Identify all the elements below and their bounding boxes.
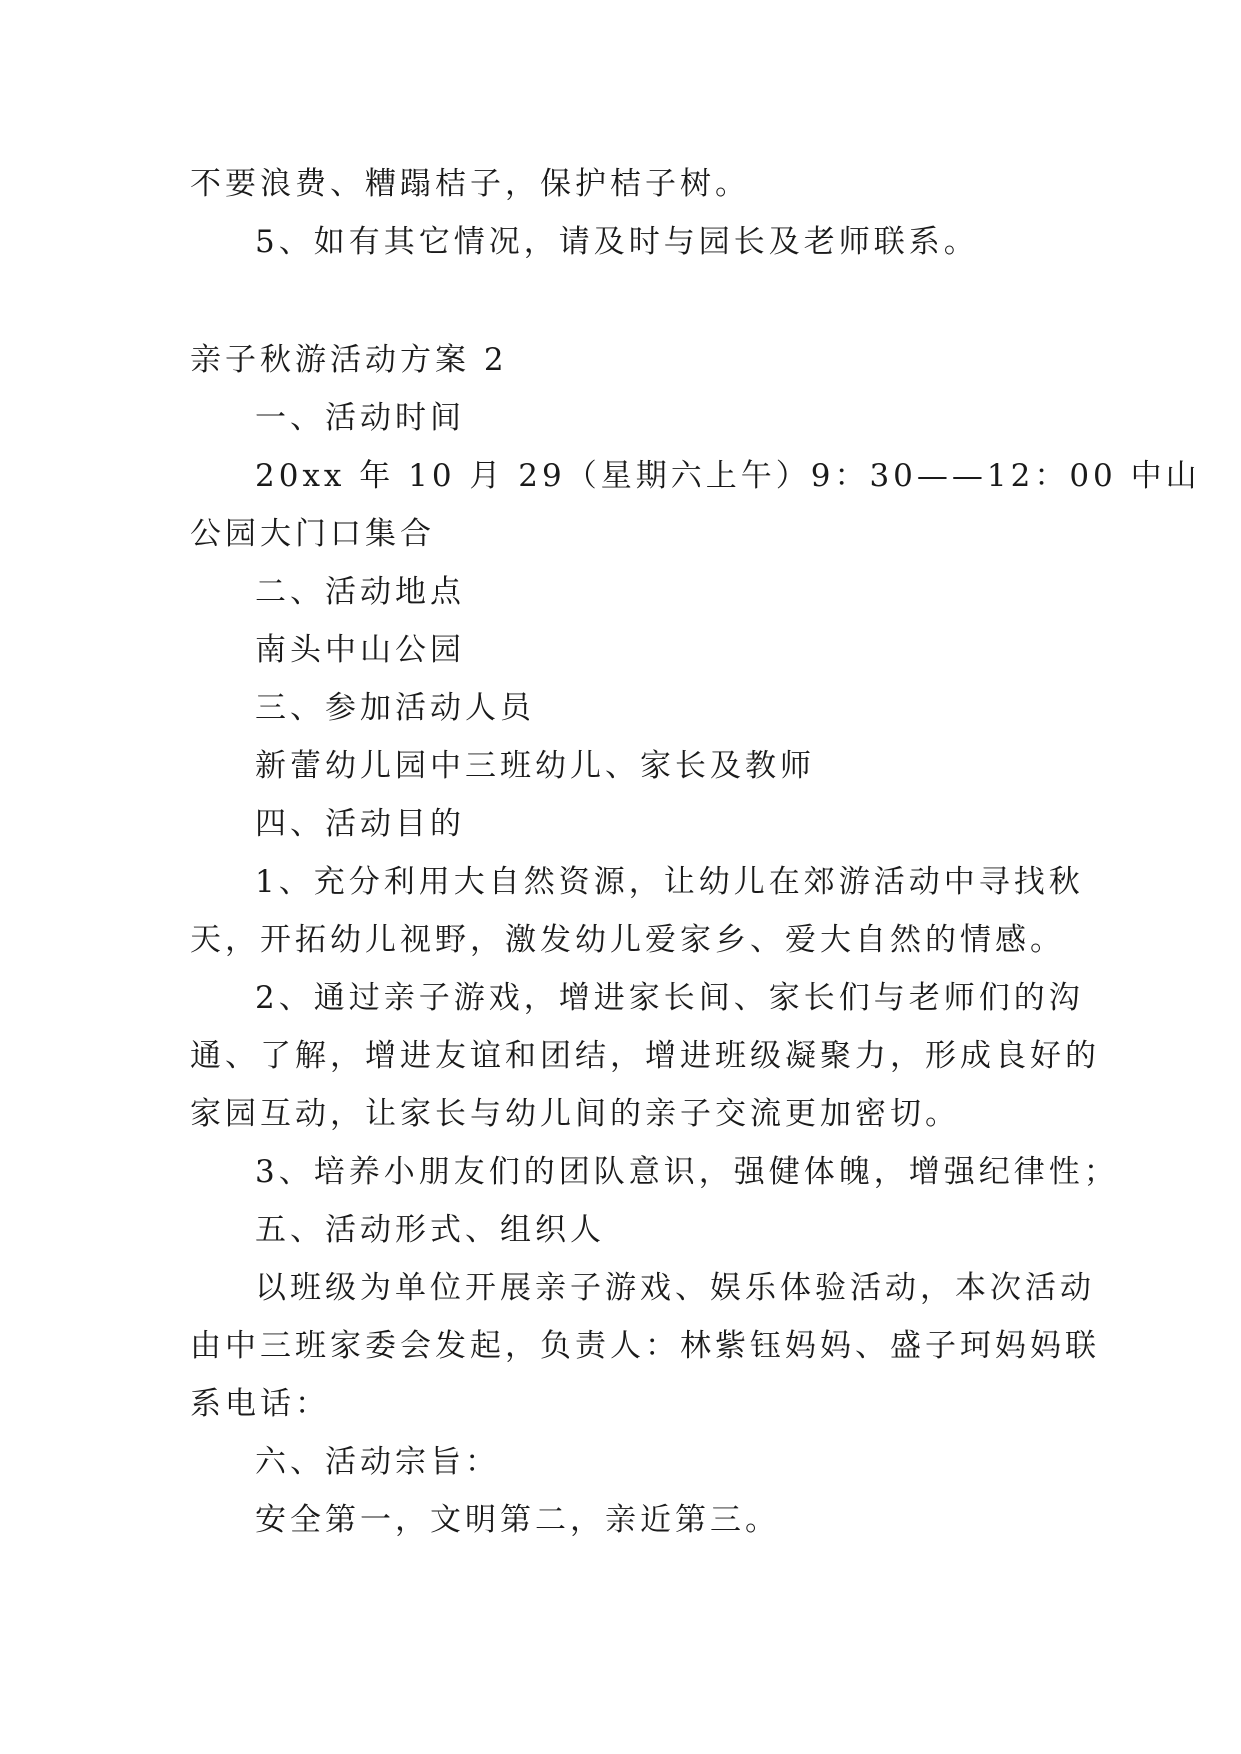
- paragraph-line: 南头中山公园: [255, 632, 465, 668]
- paragraph-line: 由中三班家委会发起，负责人：林紫钰妈妈、盛子珂妈妈联: [190, 1328, 1100, 1364]
- paragraph-line: 公园大门口集合: [190, 516, 435, 552]
- section-heading: 二、活动地点: [255, 574, 465, 610]
- section-heading: 三、参加活动人员: [255, 690, 535, 726]
- paragraph-line: 天，开拓幼儿视野，激发幼儿爱家乡、爱大自然的情感。: [190, 922, 1065, 958]
- paragraph-line: 5、如有其它情况，请及时与园长及老师联系。: [255, 224, 979, 260]
- paragraph-line: 3、培养小朋友们的团队意识，强健体魄，增强纪律性；: [255, 1154, 1119, 1190]
- paragraph-line: 1、充分利用大自然资源，让幼儿在郊游活动中寻找秋: [255, 864, 1084, 900]
- section-heading: 六、活动宗旨：: [255, 1444, 500, 1480]
- paragraph-line: 新蕾幼儿园中三班幼儿、家长及教师: [255, 748, 815, 784]
- paragraph-line: 通、了解，增进友谊和团结，增进班级凝聚力，形成良好的: [190, 1038, 1100, 1074]
- section-title: 亲子秋游活动方案 2: [190, 342, 508, 378]
- paragraph-line: 2、通过亲子游戏，增进家长间、家长们与老师们的沟: [255, 980, 1084, 1016]
- section-heading: 四、活动目的: [255, 806, 465, 842]
- paragraph-line: 以班级为单位开展亲子游戏、娱乐体验活动，本次活动: [255, 1270, 1095, 1306]
- paragraph-line: 20xx 年 10 月 29（星期六上午）9：30——12：00 中山: [255, 458, 1201, 494]
- paragraph-line: 系电话：: [190, 1386, 330, 1422]
- section-heading: 一、活动时间: [255, 400, 465, 436]
- paragraph-line: 家园互动，让家长与幼儿间的亲子交流更加密切。: [190, 1096, 960, 1132]
- paragraph-line: 不要浪费、糟蹋桔子，保护桔子树。: [190, 166, 750, 202]
- section-heading: 五、活动形式、组织人: [255, 1212, 605, 1248]
- paragraph-line: 安全第一，文明第二，亲近第三。: [255, 1502, 780, 1538]
